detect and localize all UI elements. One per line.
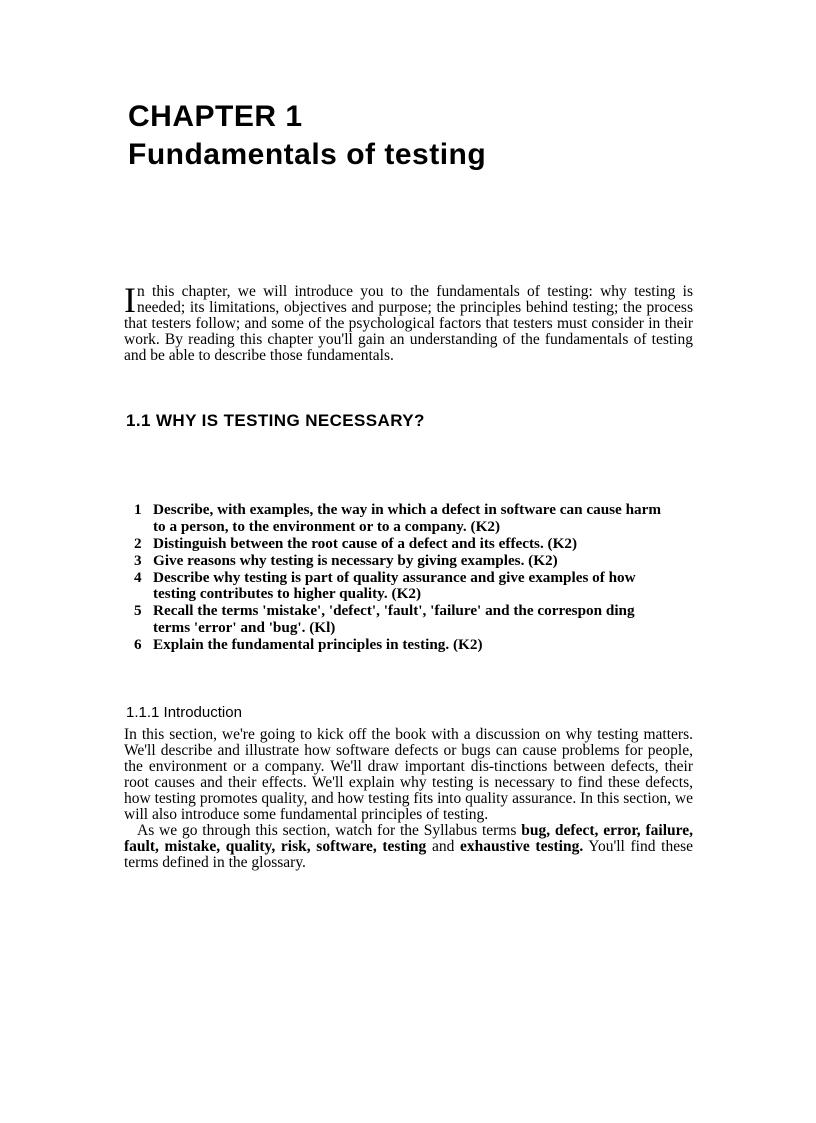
objective-text: Describe, with examples, the way in which a defect in software can cause harm to a person, to the environment or to a company. (K2)	[153, 501, 662, 535]
objective-number: 3	[134, 551, 142, 569]
objective-text: Recall the terms 'mistake', 'defect', 'fault', 'failure' and the correspon ding terms 'error' and 'bug'. (Kl)	[153, 602, 635, 636]
paragraph-tail: You'll find these terms defined in the glossary.	[124, 838, 693, 871]
chapter-title	[128, 98, 486, 174]
subsection-body	[124, 727, 693, 871]
subsection-heading: 1.1.1 Introduction	[126, 704, 242, 721]
objective-item	[134, 553, 674, 570]
learning-objectives-list	[134, 502, 674, 654]
objective-text: Distinguish between the root cause of a defect and its effects. (K2)	[153, 534, 578, 552]
objective-item	[134, 536, 674, 553]
objective-item	[134, 502, 674, 535]
chapter-number: CHAPTER 1	[128, 100, 303, 133]
objective-text: Give reasons why testing is necessary by giving examples. (K2)	[153, 551, 558, 569]
objective-number: 2	[134, 534, 142, 552]
section-heading: 1.1 WHY IS TESTING NECESSARY?	[126, 411, 425, 430]
objective-number: 5	[134, 602, 142, 619]
drop-cap: I	[124, 280, 136, 320]
objective-number: 4	[134, 568, 142, 586]
chapter-intro-paragraph	[124, 280, 693, 364]
objective-number: 1	[134, 501, 142, 518]
objective-item	[134, 637, 674, 654]
paragraph-lead: As we go through this section, watch for the Syllabus terms	[137, 822, 522, 839]
objective-item	[134, 603, 674, 636]
body-paragraph: In this section, we're going to kick off the book with a discussion on why testing matters. We'll describe and illustrate how software defects or bugs can cause problems for people, the environment or a company. We'll draw important dis-tinctions between defects, their root causes and their effects. We'll explain why testing is necessary to find these defects, how testing promotes quality, and how testing fits into quality assurance. In this section, we will also introduce some fundamental principles of testing.	[124, 726, 693, 823]
syllabus-term-last: exhaustive testing.	[460, 838, 584, 855]
objective-text: Describe why testing is part of quality assurance and give examples of how testing contributes to higher quality. (K2)	[153, 568, 636, 602]
chapter-name: Fundamentals of testing	[128, 138, 487, 171]
objective-text: Explain the fundamental principles in testing. (K2)	[153, 635, 483, 653]
intro-text: n this chapter, we will introduce you to the fundamentals of testing: why testing is needed; its limitations, objectives and purpose; the principles behind testing; the process that testers follow; and some of the psychological factors that testers must consider in their work. By reading this chapter you'll gain an understanding of the fundamentals of testing and be able to describe those fundamentals.	[124, 283, 693, 364]
objective-number: 6	[134, 635, 142, 653]
objective-item	[134, 570, 674, 603]
body-paragraph	[124, 823, 693, 871]
paragraph-conjunction: and	[426, 838, 461, 855]
syllabus-terms: bug, defect, error, failure, fault, mistake, quality, risk, software, testing	[124, 822, 694, 855]
